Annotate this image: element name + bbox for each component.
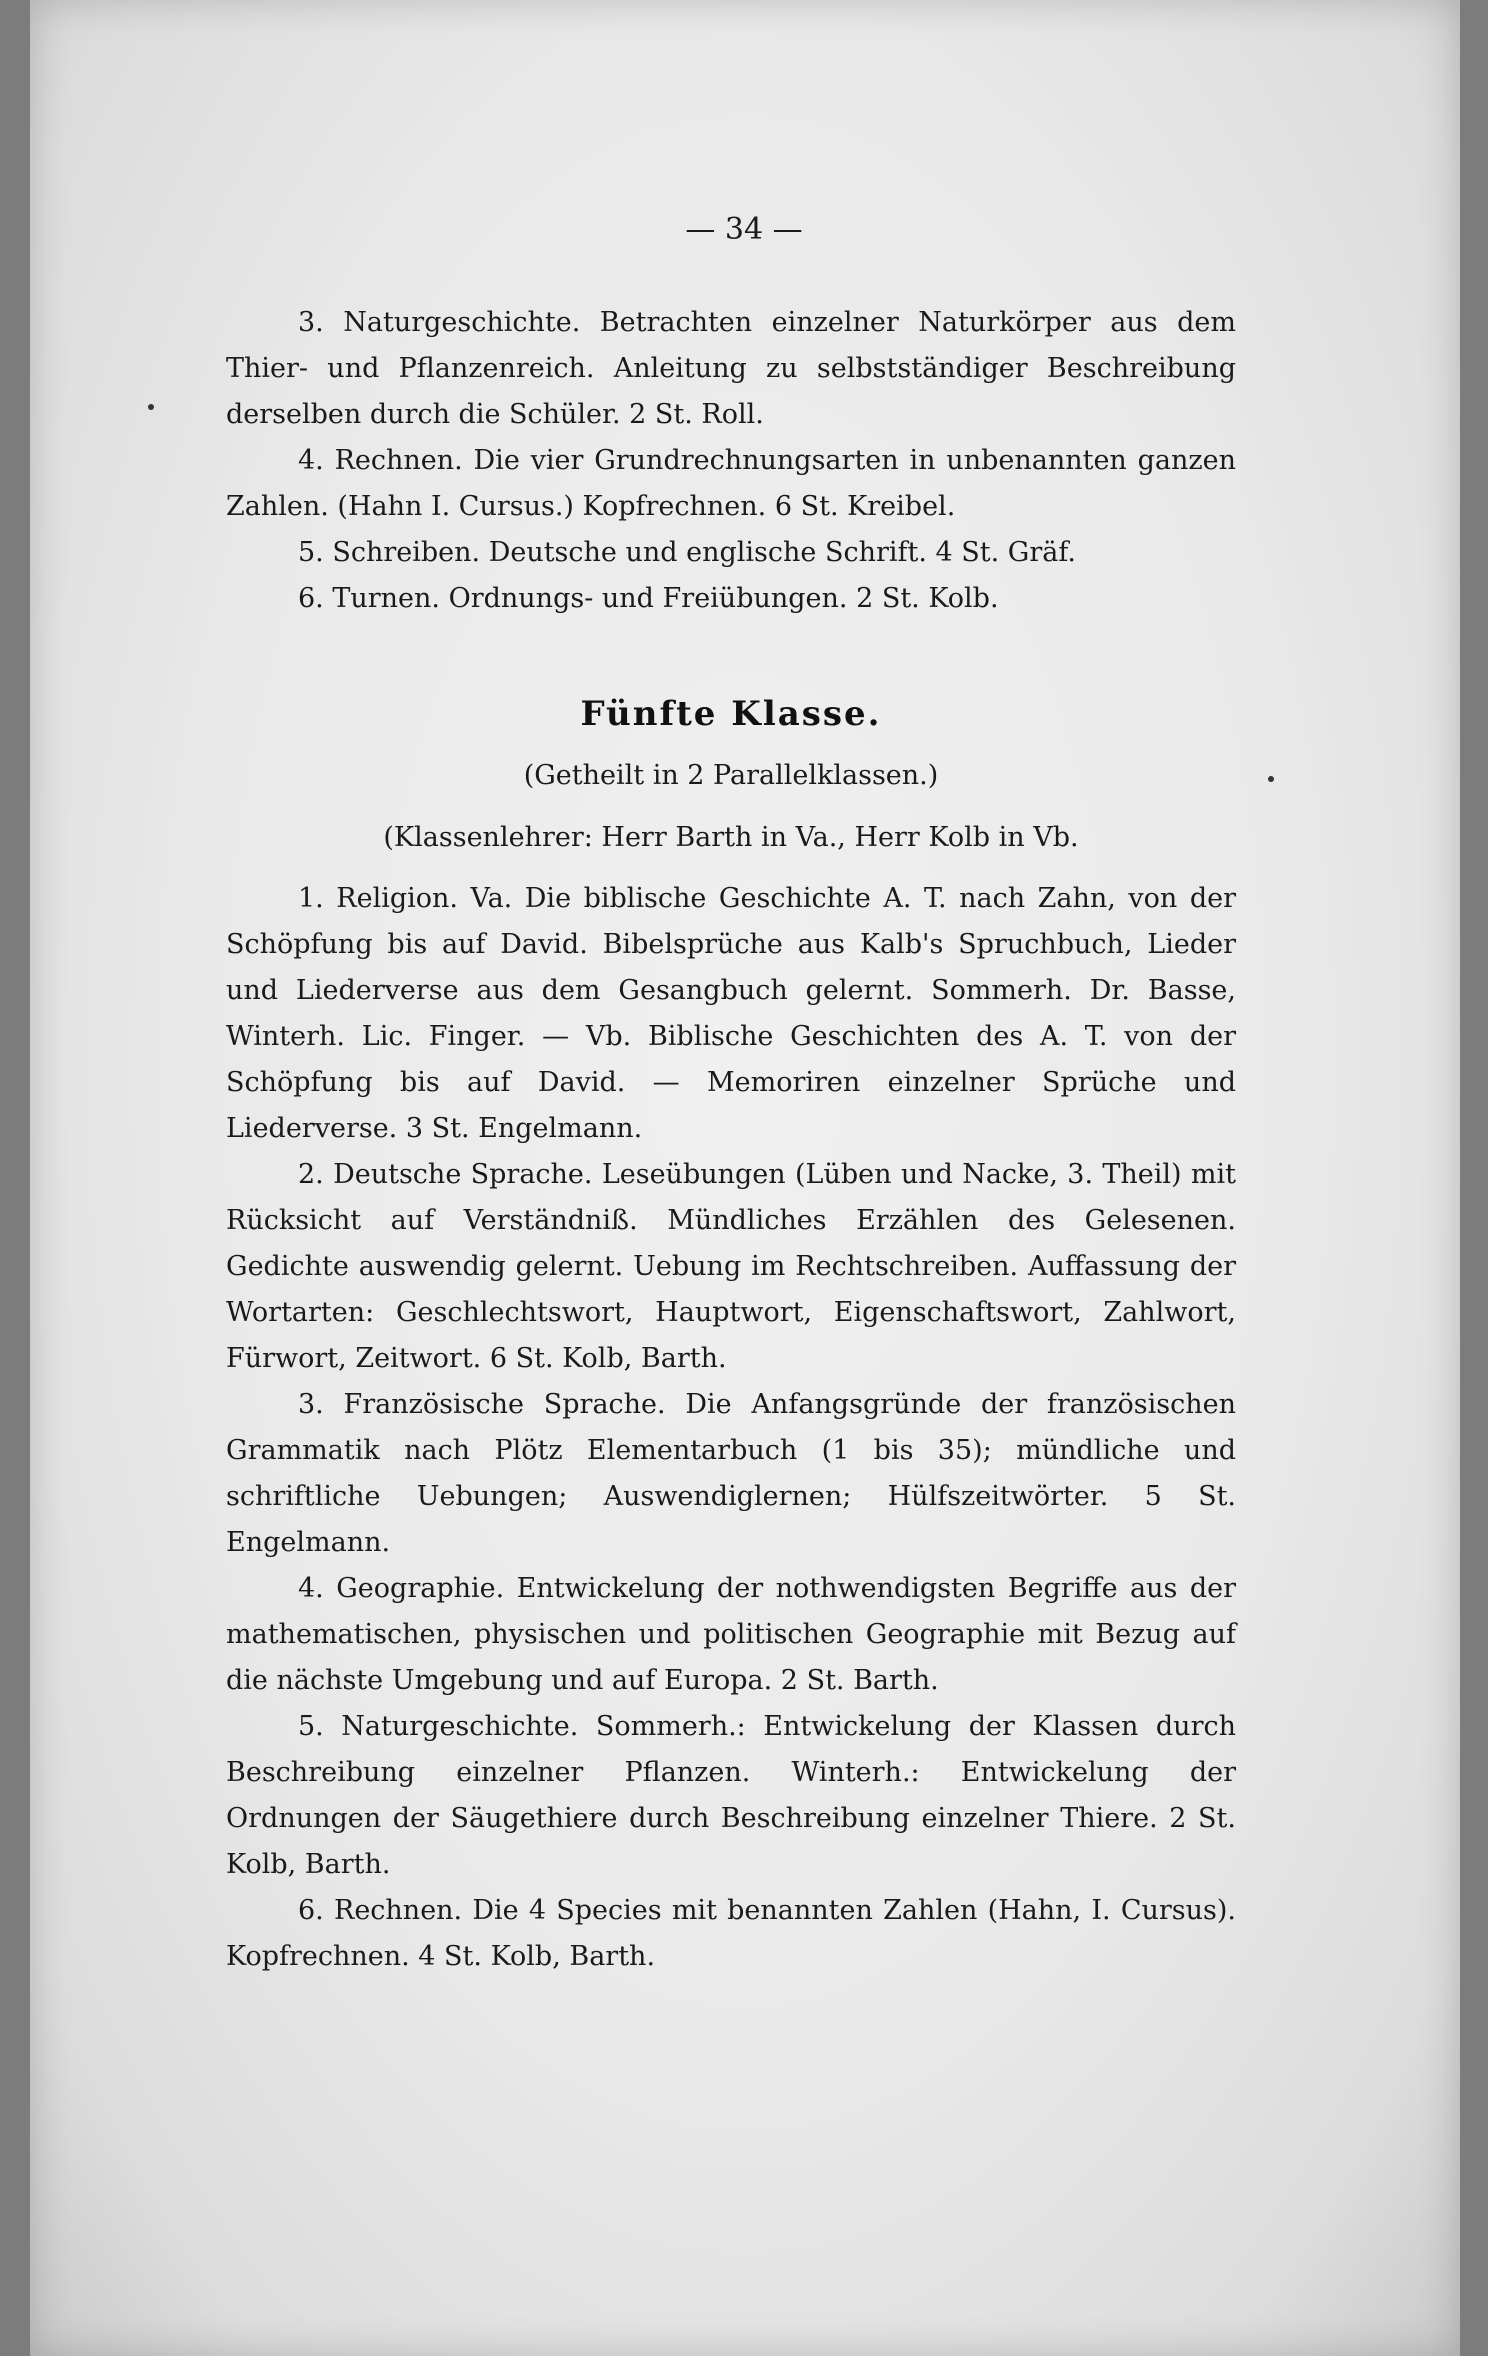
- top-section: [226, 300, 1236, 622]
- subject-list: [226, 876, 1236, 1980]
- subject-religion: 1. Religion. Va. Die biblische Geschichte A. T. nach Zahn, von der Schöpfung bis auf David. Bibelsprüche aus Kalb's Spruchbuch, Lieder und Liederverse aus dem Gesangbuch gelernt. Sommerh. Dr. Basse, Winterh. Lic. Finger. — Vb. Biblische Geschichten des A. T. von der Schöpfung bis auf David. — Memoriren einzelner Sprüche und Liederverse. 3 St. Engelmann.: [226, 883, 1236, 1144]
- class-teachers: (Klassenlehrer: Herr Barth in Va., Herr Kolb in Vb.: [383, 822, 1079, 853]
- subject-deutsche-sprache: 2. Deutsche Sprache. Leseübungen (Lüben und Nacke, 3. Theil) mit Rücksicht auf Verständniß. Mündliches Erzählen des Gelesenen. Gedichte auswendig gelernt. Uebung im Rechtschreiben. Auffassung der Wortarten: Geschlechtswort, Hauptwort, Eigenschaftswort, Zahlwort, Fürwort, Zeitwort. 6 St. Kolb, Barth.: [226, 1159, 1236, 1374]
- section-heading: Fünfte Klasse.: [580, 694, 882, 734]
- paragraph-schreiben: 5. Schreiben. Deutsche und englische Schrift. 4 St. Gräf.: [298, 537, 1076, 568]
- paragraph-turnen: 6. Turnen. Ordnungs- und Freiübungen. 2 St. Kolb.: [298, 583, 999, 614]
- subject-rechnen: 6. Rechnen. Die 4 Species mit benannten Zahlen (Hahn, I. Cursus). Kopfrechnen. 4 St. Kolb, Barth.: [226, 1895, 1236, 1972]
- subject-naturgeschichte: 5. Naturgeschichte. Sommerh.: Entwickelung der Klassen durch Beschreibung einzelner Pflanzen. Winterh.: Entwickelung der Ordnungen der Säugethiere durch Beschreibung einzelner Thiere. 2 St. Kolb, Barth.: [226, 1711, 1236, 1880]
- section-subtitle: (Getheilt in 2 Parallelklassen.): [523, 760, 939, 791]
- subject-franzoesische-sprache: 3. Französische Sprache. Die Anfangsgründe der französischen Grammatik nach Plötz Elementarbuch (1 bis 35); mündliche und schriftliche Uebungen; Auswendiglernen; Hülfszeitwörter. 5 St. Engelmann.: [226, 1389, 1236, 1558]
- ink-speck: [148, 404, 154, 410]
- subject-geographie: 4. Geographie. Entwickelung der nothwendigsten Begriffe aus der mathematischen, physischen und politischen Geographie mit Bezug auf die nächste Umgebung und auf Europa. 2 St. Barth.: [226, 1573, 1236, 1696]
- page-number: — 34 —: [685, 212, 803, 247]
- ink-speck: [1268, 776, 1274, 782]
- paragraph-naturgeschichte: 3. Naturgeschichte. Betrachten einzelner Naturkörper aus dem Thier- und Pflanzenreich. Anleitung zu selbstständiger Beschreibung derselben durch die Schüler. 2 St. Roll.: [226, 307, 1236, 430]
- paragraph-rechnen: 4. Rechnen. Die vier Grundrechnungsarten in unbenannten ganzen Zahlen. (Hahn I. Cursus.) Kopfrechnen. 6 St. Kreibel.: [226, 445, 1236, 522]
